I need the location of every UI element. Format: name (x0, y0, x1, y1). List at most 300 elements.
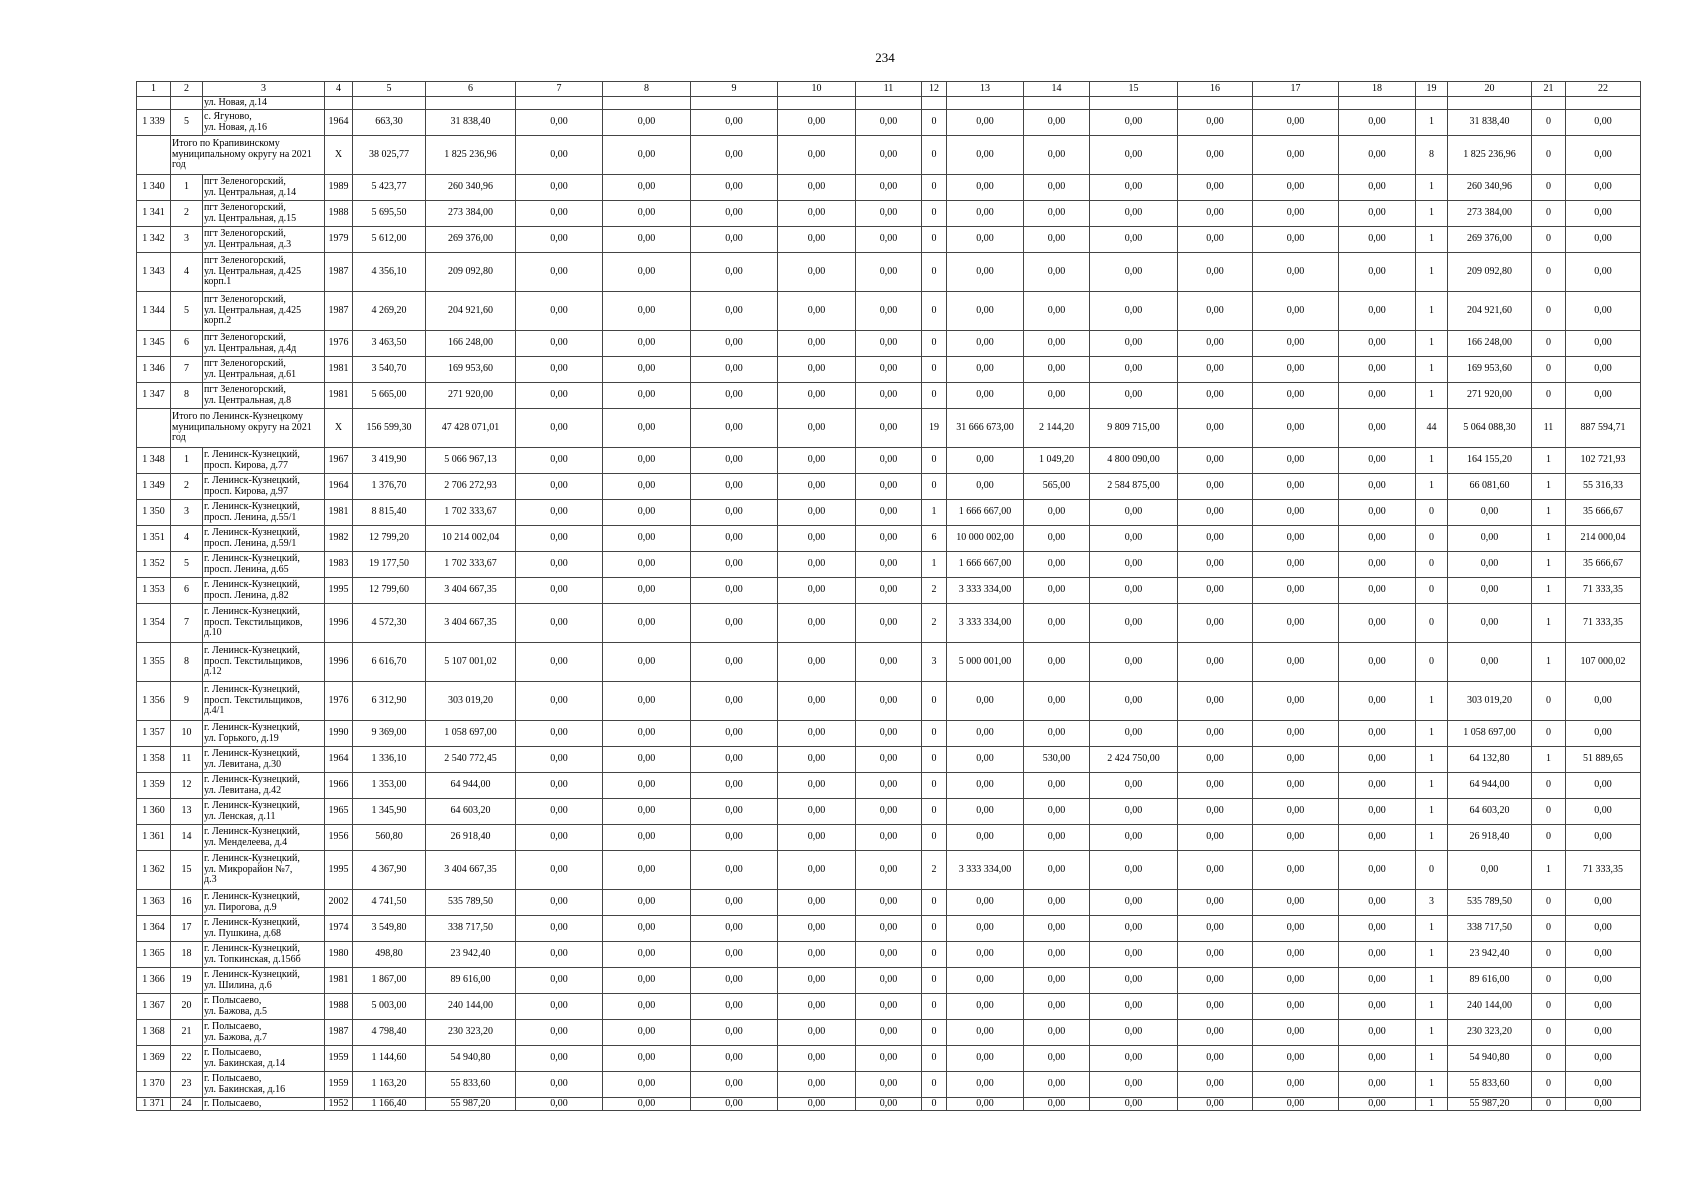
table-cell: 0,00 (1024, 1072, 1090, 1098)
table-cell: 1976 (325, 682, 353, 721)
column-number-cell: 5 (353, 82, 426, 97)
table-cell: 0,00 (856, 500, 922, 526)
table-cell (137, 97, 171, 110)
column-number-cell: 11 (856, 82, 922, 97)
table-cell: 0,00 (778, 292, 856, 331)
table-cell: 2 (922, 578, 947, 604)
table-row (137, 201, 1641, 227)
table-cell: 0,00 (778, 500, 856, 526)
table-cell: 0,00 (516, 526, 603, 552)
table-cell: 5 (171, 110, 203, 136)
table-cell: 269 376,00 (1448, 227, 1532, 253)
table-cell: 0,00 (1566, 175, 1641, 201)
table-cell: 7 (171, 604, 203, 643)
table-cell: 4 (171, 253, 203, 292)
table-cell: 0,00 (1566, 227, 1641, 253)
table-cell: 0,00 (691, 201, 778, 227)
table-cell: 0,00 (1090, 227, 1178, 253)
table-cell: 0 (922, 1046, 947, 1072)
table-cell: 0,00 (1024, 500, 1090, 526)
table-cell: 35 666,67 (1566, 500, 1641, 526)
table-cell: 166 248,00 (426, 331, 516, 357)
table-cell: 0 (1532, 890, 1566, 916)
table-cell: 0,00 (1448, 552, 1532, 578)
table-cell: 0,00 (1339, 1046, 1416, 1072)
table-cell: 0,00 (1024, 227, 1090, 253)
table-cell: 3 540,70 (353, 357, 426, 383)
table-cell: 1 825 236,96 (1448, 136, 1532, 175)
table-cell: 1964 (325, 110, 353, 136)
table-cell: 0,00 (691, 643, 778, 682)
table-cell: 0,00 (856, 331, 922, 357)
table-cell: 0,00 (1253, 682, 1339, 721)
table-cell: 3 (171, 500, 203, 526)
table-cell: 530,00 (1024, 747, 1090, 773)
table-cell: 3 463,50 (353, 331, 426, 357)
table-cell: 0,00 (1178, 747, 1253, 773)
table-cell: 0,00 (1339, 1072, 1416, 1098)
table-cell: 0 (922, 136, 947, 175)
table-cell: 0,00 (778, 968, 856, 994)
table-cell: 1983 (325, 552, 353, 578)
table-cell: 271 920,00 (1448, 383, 1532, 409)
table-cell: 0,00 (947, 916, 1024, 942)
table-cell: 0,00 (1024, 851, 1090, 890)
address-cell: г. Ленинск-Кузнецкий, просп. Текстильщиков, д.12 (203, 643, 325, 682)
table-cell: 0,00 (778, 825, 856, 851)
table-cell: 11 (171, 747, 203, 773)
table-row (137, 747, 1641, 773)
table-cell: 0,00 (1090, 773, 1178, 799)
table-cell: 1 (1532, 448, 1566, 474)
table-cell: 54 940,80 (1448, 1046, 1532, 1072)
table-cell: 0 (922, 201, 947, 227)
table-cell: 0,00 (1339, 357, 1416, 383)
table-cell: 0,00 (1024, 136, 1090, 175)
table-cell: 0,00 (1178, 292, 1253, 331)
table-cell: 0,00 (1253, 643, 1339, 682)
table-cell (1532, 97, 1566, 110)
table-cell: 5 665,00 (353, 383, 426, 409)
table-cell: 166 248,00 (1448, 331, 1532, 357)
table-cell: 0,00 (691, 110, 778, 136)
table-cell: 2 (922, 604, 947, 643)
table-row (137, 331, 1641, 357)
table-cell: 1 348 (137, 448, 171, 474)
table-cell: 0,00 (947, 1046, 1024, 1072)
table-cell: 64 603,20 (426, 799, 516, 825)
table-cell: 0,00 (1090, 890, 1178, 916)
table-cell: 0,00 (947, 942, 1024, 968)
table-cell: 0,00 (1339, 448, 1416, 474)
table-cell: 0,00 (778, 383, 856, 409)
table-cell: 0,00 (603, 227, 691, 253)
table-cell: 0,00 (1448, 643, 1532, 682)
table-cell: 1 (1532, 500, 1566, 526)
table-cell: 0,00 (856, 851, 922, 890)
table-cell: 1 (1532, 851, 1566, 890)
column-number-cell: 13 (947, 82, 1024, 97)
table-cell: 273 384,00 (1448, 201, 1532, 227)
table-cell (426, 97, 516, 110)
table-cell: 0,00 (1339, 526, 1416, 552)
table-cell: 2 706 272,93 (426, 474, 516, 500)
table-cell: 6 (171, 331, 203, 357)
table-cell: 1 346 (137, 357, 171, 383)
table-cell: 0,00 (1253, 110, 1339, 136)
table-cell: 4 798,40 (353, 1020, 426, 1046)
table-cell: 0,00 (778, 643, 856, 682)
address-cell: г. Ленинск-Кузнецкий, просп. Кирова, д.77 (203, 448, 325, 474)
table-cell: 0,00 (778, 201, 856, 227)
table-cell: 0,00 (856, 292, 922, 331)
table-cell (778, 97, 856, 110)
table-cell: 0,00 (1090, 1072, 1178, 1098)
table-row (137, 500, 1641, 526)
table-cell: 0,00 (856, 383, 922, 409)
column-number-cell: 12 (922, 82, 947, 97)
address-cell: г. Ленинск-Кузнецкий, ул. Шилина, д.6 (203, 968, 325, 994)
table-cell: 260 340,96 (1448, 175, 1532, 201)
table-cell: 0,00 (516, 500, 603, 526)
table-cell: 0,00 (1024, 994, 1090, 1020)
table-cell: 0,00 (516, 409, 603, 448)
table-cell: 0,00 (856, 1046, 922, 1072)
table-cell: 0,00 (856, 825, 922, 851)
table-cell: 0 (1532, 773, 1566, 799)
table-cell: 204 921,60 (426, 292, 516, 331)
table-cell: 0,00 (516, 968, 603, 994)
address-cell: г. Ленинск-Кузнецкий, просп. Ленина, д.55/1 (203, 500, 325, 526)
table-cell: 5 423,77 (353, 175, 426, 201)
table-cell: 0,00 (1024, 175, 1090, 201)
table-cell: 230 323,20 (1448, 1020, 1532, 1046)
address-cell: пгт Зеленогорский, ул. Центральная, д.15 (203, 201, 325, 227)
table-row (137, 175, 1641, 201)
total-label-cell: Итого по Ленинск-Кузнецкому муниципальному округу на 2021 год (171, 409, 325, 448)
table-cell: 1964 (325, 747, 353, 773)
table-cell: 1 344 (137, 292, 171, 331)
table-cell: 0,00 (778, 916, 856, 942)
table-cell: 0,00 (603, 773, 691, 799)
table-cell: 0,00 (691, 175, 778, 201)
table-row (137, 968, 1641, 994)
address-cell: г. Ленинск-Кузнецкий, просп. Ленина, д.65 (203, 552, 325, 578)
table-cell: 0 (1532, 201, 1566, 227)
table-cell: 0,00 (691, 799, 778, 825)
table-cell: 31 666 673,00 (947, 409, 1024, 448)
table-row (137, 1072, 1641, 1098)
column-number-cell: 4 (325, 82, 353, 97)
table-cell: 5 695,50 (353, 201, 426, 227)
table-cell: 1 049,20 (1024, 448, 1090, 474)
address-cell: г. Полысаево, ул. Бакинская, д.14 (203, 1046, 325, 1072)
table-cell: 0,00 (1566, 916, 1641, 942)
table-cell: 0,00 (1090, 136, 1178, 175)
table-row (137, 994, 1641, 1020)
table-cell: 0,00 (1253, 1020, 1339, 1046)
table-cell: 0,00 (856, 994, 922, 1020)
table-cell: 0,00 (778, 110, 856, 136)
table-cell: 1 (1416, 253, 1448, 292)
table-cell: 0 (1532, 136, 1566, 175)
table-cell: 0,00 (1566, 331, 1641, 357)
table-cell: 1 (1532, 643, 1566, 682)
table-cell: 0 (922, 175, 947, 201)
table-cell: 0,00 (603, 942, 691, 968)
table-cell: 0 (922, 825, 947, 851)
table-cell: 273 384,00 (426, 201, 516, 227)
table-cell: 0,00 (856, 773, 922, 799)
table-cell: 0,00 (778, 1046, 856, 1072)
table-cell: 0,00 (1090, 721, 1178, 747)
table-cell: 0,00 (1178, 448, 1253, 474)
table-cell: 0,00 (1090, 253, 1178, 292)
table-cell: 0,00 (1253, 552, 1339, 578)
table-cell: 0 (922, 916, 947, 942)
table-cell: 1952 (325, 1098, 353, 1111)
table-cell: 0,00 (1178, 604, 1253, 643)
table-cell: 0,00 (1253, 916, 1339, 942)
table-cell: 0,00 (1339, 773, 1416, 799)
table-cell: 0,00 (516, 331, 603, 357)
table-cell: 1 825 236,96 (426, 136, 516, 175)
table-cell: 1 352 (137, 552, 171, 578)
table-cell: 4 367,90 (353, 851, 426, 890)
table-cell: 55 987,20 (1448, 1098, 1532, 1111)
table-body (137, 82, 1641, 1111)
table-cell: 0,00 (1178, 825, 1253, 851)
table-cell: 6 (171, 578, 203, 604)
table-cell: 164 155,20 (1448, 448, 1532, 474)
table-cell: 0,00 (1566, 890, 1641, 916)
table-cell: 5 612,00 (353, 227, 426, 253)
table-cell: 1 (1532, 552, 1566, 578)
table-cell: 0,00 (1024, 110, 1090, 136)
table-cell: 0,00 (1178, 1098, 1253, 1111)
table-cell: 0,00 (603, 851, 691, 890)
table-cell: 214 000,04 (1566, 526, 1641, 552)
column-number-cell: 9 (691, 82, 778, 97)
table-cell: 5 066 967,13 (426, 448, 516, 474)
table-cell: 0,00 (1253, 721, 1339, 747)
table-cell: 0,00 (778, 721, 856, 747)
table-cell: 0 (1532, 383, 1566, 409)
table-cell: 107 000,02 (1566, 643, 1641, 682)
table-cell: 4 572,30 (353, 604, 426, 643)
table-cell: 0 (922, 799, 947, 825)
column-number-cell: 18 (1339, 82, 1416, 97)
address-cell: г. Полысаево, (203, 1098, 325, 1111)
table-cell: 0,00 (947, 110, 1024, 136)
table-cell: 0,00 (1090, 292, 1178, 331)
table-cell: 0,00 (947, 799, 1024, 825)
table-cell (1090, 97, 1178, 110)
table-cell: 0,00 (1566, 721, 1641, 747)
column-number-cell: 19 (1416, 82, 1448, 97)
table-cell: 1 (171, 448, 203, 474)
table-cell (516, 97, 603, 110)
table-cell: 3 (171, 227, 203, 253)
table-cell: 0,00 (1253, 292, 1339, 331)
table-cell: 23 942,40 (1448, 942, 1532, 968)
table-cell: 0,00 (1024, 682, 1090, 721)
table-cell: 0,00 (778, 253, 856, 292)
table-cell: 0,00 (947, 1072, 1024, 1098)
table-cell: 0,00 (1024, 201, 1090, 227)
table-cell: 1 357 (137, 721, 171, 747)
table-cell: 0,00 (778, 799, 856, 825)
table-cell: 1996 (325, 643, 353, 682)
table-cell: 0 (1532, 1020, 1566, 1046)
table-cell: 0,00 (1566, 1098, 1641, 1111)
table-cell: 0,00 (1178, 175, 1253, 201)
table-cell: 1964 (325, 474, 353, 500)
table-cell: 0,00 (1566, 292, 1641, 331)
address-cell: пгт Зеленогорский, ул. Центральная, д.4д (203, 331, 325, 357)
table-cell: 1 366 (137, 968, 171, 994)
table-cell: 24 (171, 1098, 203, 1111)
table-cell: 55 833,60 (1448, 1072, 1532, 1098)
table-row (137, 526, 1641, 552)
table-cell: 11 (1532, 409, 1566, 448)
table-cell: 0,00 (1024, 253, 1090, 292)
table-cell: 0,00 (1090, 578, 1178, 604)
table-cell: 260 340,96 (426, 175, 516, 201)
table-cell: 0,00 (1178, 682, 1253, 721)
table-cell: 0,00 (1253, 474, 1339, 500)
table-cell: 5 064 088,30 (1448, 409, 1532, 448)
table-cell: 0,00 (603, 578, 691, 604)
table-cell: 2 144,20 (1024, 409, 1090, 448)
table-cell: 0,00 (603, 526, 691, 552)
table-cell: 0,00 (1253, 942, 1339, 968)
table-cell: 4 (171, 526, 203, 552)
table-cell: 1 (1416, 773, 1448, 799)
table-cell: 0,00 (856, 227, 922, 253)
table-cell: 230 323,20 (426, 1020, 516, 1046)
table-cell: 1 (1416, 227, 1448, 253)
table-cell: 0,00 (856, 136, 922, 175)
table-cell: 0,00 (947, 383, 1024, 409)
table-cell: 3 419,90 (353, 448, 426, 474)
table-cell: 0,00 (778, 227, 856, 253)
table-cell: X (325, 136, 353, 175)
table-cell: 0 (1532, 1046, 1566, 1072)
table-cell: 1 350 (137, 500, 171, 526)
table-cell: 0,00 (516, 136, 603, 175)
table-cell: 0,00 (1566, 383, 1641, 409)
table-cell: 0 (922, 474, 947, 500)
address-cell: г. Ленинск-Кузнецкий, просп. Кирова, д.97 (203, 474, 325, 500)
table-cell: 55 833,60 (426, 1072, 516, 1098)
table-cell: 0,00 (778, 357, 856, 383)
table-cell: 1 370 (137, 1072, 171, 1098)
table-cell: 1 (1416, 474, 1448, 500)
table-cell: 2 (922, 851, 947, 890)
table-cell: 0,00 (1024, 526, 1090, 552)
table-cell: 1987 (325, 253, 353, 292)
table-cell: 0,00 (1253, 357, 1339, 383)
address-cell: г. Ленинск-Кузнецкий, ул. Топкинская, д.156б (203, 942, 325, 968)
table-cell: 0,00 (1339, 552, 1416, 578)
table-cell: 1959 (325, 1046, 353, 1072)
table-cell: 89 616,00 (426, 968, 516, 994)
table-cell: 0,00 (516, 773, 603, 799)
table-cell (1339, 97, 1416, 110)
table-cell: 0,00 (947, 474, 1024, 500)
table-cell: 0,00 (603, 552, 691, 578)
table-cell: 0,00 (1566, 357, 1641, 383)
table-cell: 1 (1416, 110, 1448, 136)
table-cell: 1 347 (137, 383, 171, 409)
table-cell: 0,00 (691, 1098, 778, 1111)
table-cell: 0,00 (1253, 825, 1339, 851)
table-cell: 1981 (325, 383, 353, 409)
table-cell: 0,00 (603, 825, 691, 851)
table-cell: 1 343 (137, 253, 171, 292)
table-cell: 1 058 697,00 (426, 721, 516, 747)
table-cell: 0,00 (516, 292, 603, 331)
table-cell: 0,00 (1090, 604, 1178, 643)
table-cell: 0,00 (1024, 578, 1090, 604)
table-cell: 0,00 (1024, 799, 1090, 825)
table-cell: 269 376,00 (426, 227, 516, 253)
table-cell: 1 (1416, 994, 1448, 1020)
table-cell: 0,00 (1090, 500, 1178, 526)
table-cell: 0,00 (516, 1098, 603, 1111)
table-cell: 0,00 (856, 942, 922, 968)
table-cell: 0,00 (1090, 968, 1178, 994)
table-cell (171, 97, 203, 110)
table-cell: 0,00 (1178, 1046, 1253, 1072)
table-cell: 0,00 (856, 474, 922, 500)
table-cell: 8 (171, 643, 203, 682)
table-cell: 1 (1532, 747, 1566, 773)
table-cell: 0,00 (1024, 552, 1090, 578)
table-cell: 0,00 (1178, 201, 1253, 227)
table-cell (603, 97, 691, 110)
table-cell: 0,00 (1253, 890, 1339, 916)
table-cell: 2 540 772,45 (426, 747, 516, 773)
table-cell: 0,00 (516, 357, 603, 383)
table-cell: 1981 (325, 500, 353, 526)
table-cell: 0,00 (516, 747, 603, 773)
table-cell: 1 (1416, 201, 1448, 227)
table-cell: 0,00 (691, 747, 778, 773)
table-cell: 0,00 (1090, 110, 1178, 136)
table-cell: 31 838,40 (426, 110, 516, 136)
table-cell: 0,00 (691, 604, 778, 643)
table-cell: 1 345 (137, 331, 171, 357)
table-row (137, 851, 1641, 890)
table-cell: 0 (1532, 253, 1566, 292)
table-cell: 0,00 (1253, 331, 1339, 357)
address-cell: пгт Зеленогорский, ул. Центральная, д.425 корп.1 (203, 253, 325, 292)
table-cell: 0,00 (603, 357, 691, 383)
address-cell: г. Ленинск-Кузнецкий, ул. Горького, д.19 (203, 721, 325, 747)
table-cell: 0 (1416, 500, 1448, 526)
table-cell: 1 355 (137, 643, 171, 682)
table-row (137, 383, 1641, 409)
table-cell: 1 (1416, 1046, 1448, 1072)
table-cell: 0,00 (856, 1072, 922, 1098)
table-cell: 1995 (325, 851, 353, 890)
table-cell: 64 132,80 (1448, 747, 1532, 773)
table-cell: 1990 (325, 721, 353, 747)
table-cell: 1 362 (137, 851, 171, 890)
table-cell: 0,00 (1178, 916, 1253, 942)
